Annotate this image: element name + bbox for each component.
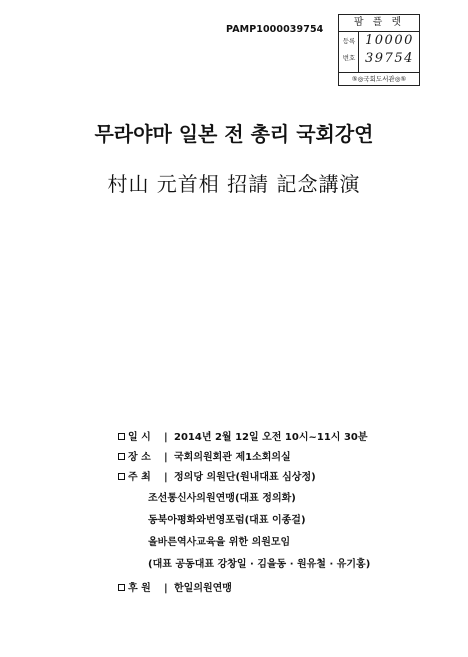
library-registration-stamp <box>338 14 420 86</box>
stamp-handwritten-number-2: 39754 <box>365 51 414 66</box>
info-separator: | <box>164 432 168 443</box>
info-row-venue <box>118 448 458 468</box>
stamp-handwritten-number-1: 10000 <box>365 33 414 48</box>
host-continuation-line: 올바른역사교육을 위한 의원모임 <box>148 537 291 548</box>
info-separator: | <box>164 472 168 483</box>
host-continuation-line: 동북아평화와번영포럼(대표 이종걸) <box>148 515 306 526</box>
info-label: 일 시 <box>128 432 151 443</box>
info-row-sponsor <box>118 579 458 599</box>
info-value: 정의당 의원단(원내대표 심상정) <box>174 472 316 483</box>
event-info <box>118 428 458 599</box>
title-korean: 무라야마 일본 전 총리 국회강연 <box>94 122 374 146</box>
info-value: 국회의원회관 제1소회의실 <box>174 452 291 463</box>
stamp-title: 팜 플 렛 <box>339 15 419 32</box>
square-bullet-icon <box>118 453 125 460</box>
stamp-footer: ⑤◎국회도서관◎⑤ <box>339 72 419 85</box>
title-hanja: 村山 元首相 招請 記念講演 <box>107 172 361 196</box>
host-continuation-line: (대표 공동대표 강창일 · 김을동 · 원유철 · 유기홍) <box>148 559 371 570</box>
info-row-datetime <box>118 428 458 448</box>
info-value: 한일의원연맹 <box>174 583 232 594</box>
info-label: 주 최 <box>128 472 151 483</box>
info-label: 후 원 <box>128 583 151 594</box>
host-continuation-line: 조선통신사의원연맹(대표 정의화) <box>148 493 296 504</box>
stamp-label-number: 번호 <box>342 54 356 62</box>
square-bullet-icon <box>118 473 125 480</box>
square-bullet-icon <box>118 584 125 591</box>
info-separator: | <box>164 452 168 463</box>
info-row-host <box>118 468 458 488</box>
info-separator: | <box>164 583 168 594</box>
info-label: 장 소 <box>128 452 151 463</box>
stamp-label-registration: 등록 <box>342 37 356 45</box>
document-id: PAMP1000039754 <box>226 24 324 35</box>
info-value: 2014년 2월 12일 오전 10시~11시 30분 <box>174 432 368 443</box>
square-bullet-icon <box>118 433 125 440</box>
